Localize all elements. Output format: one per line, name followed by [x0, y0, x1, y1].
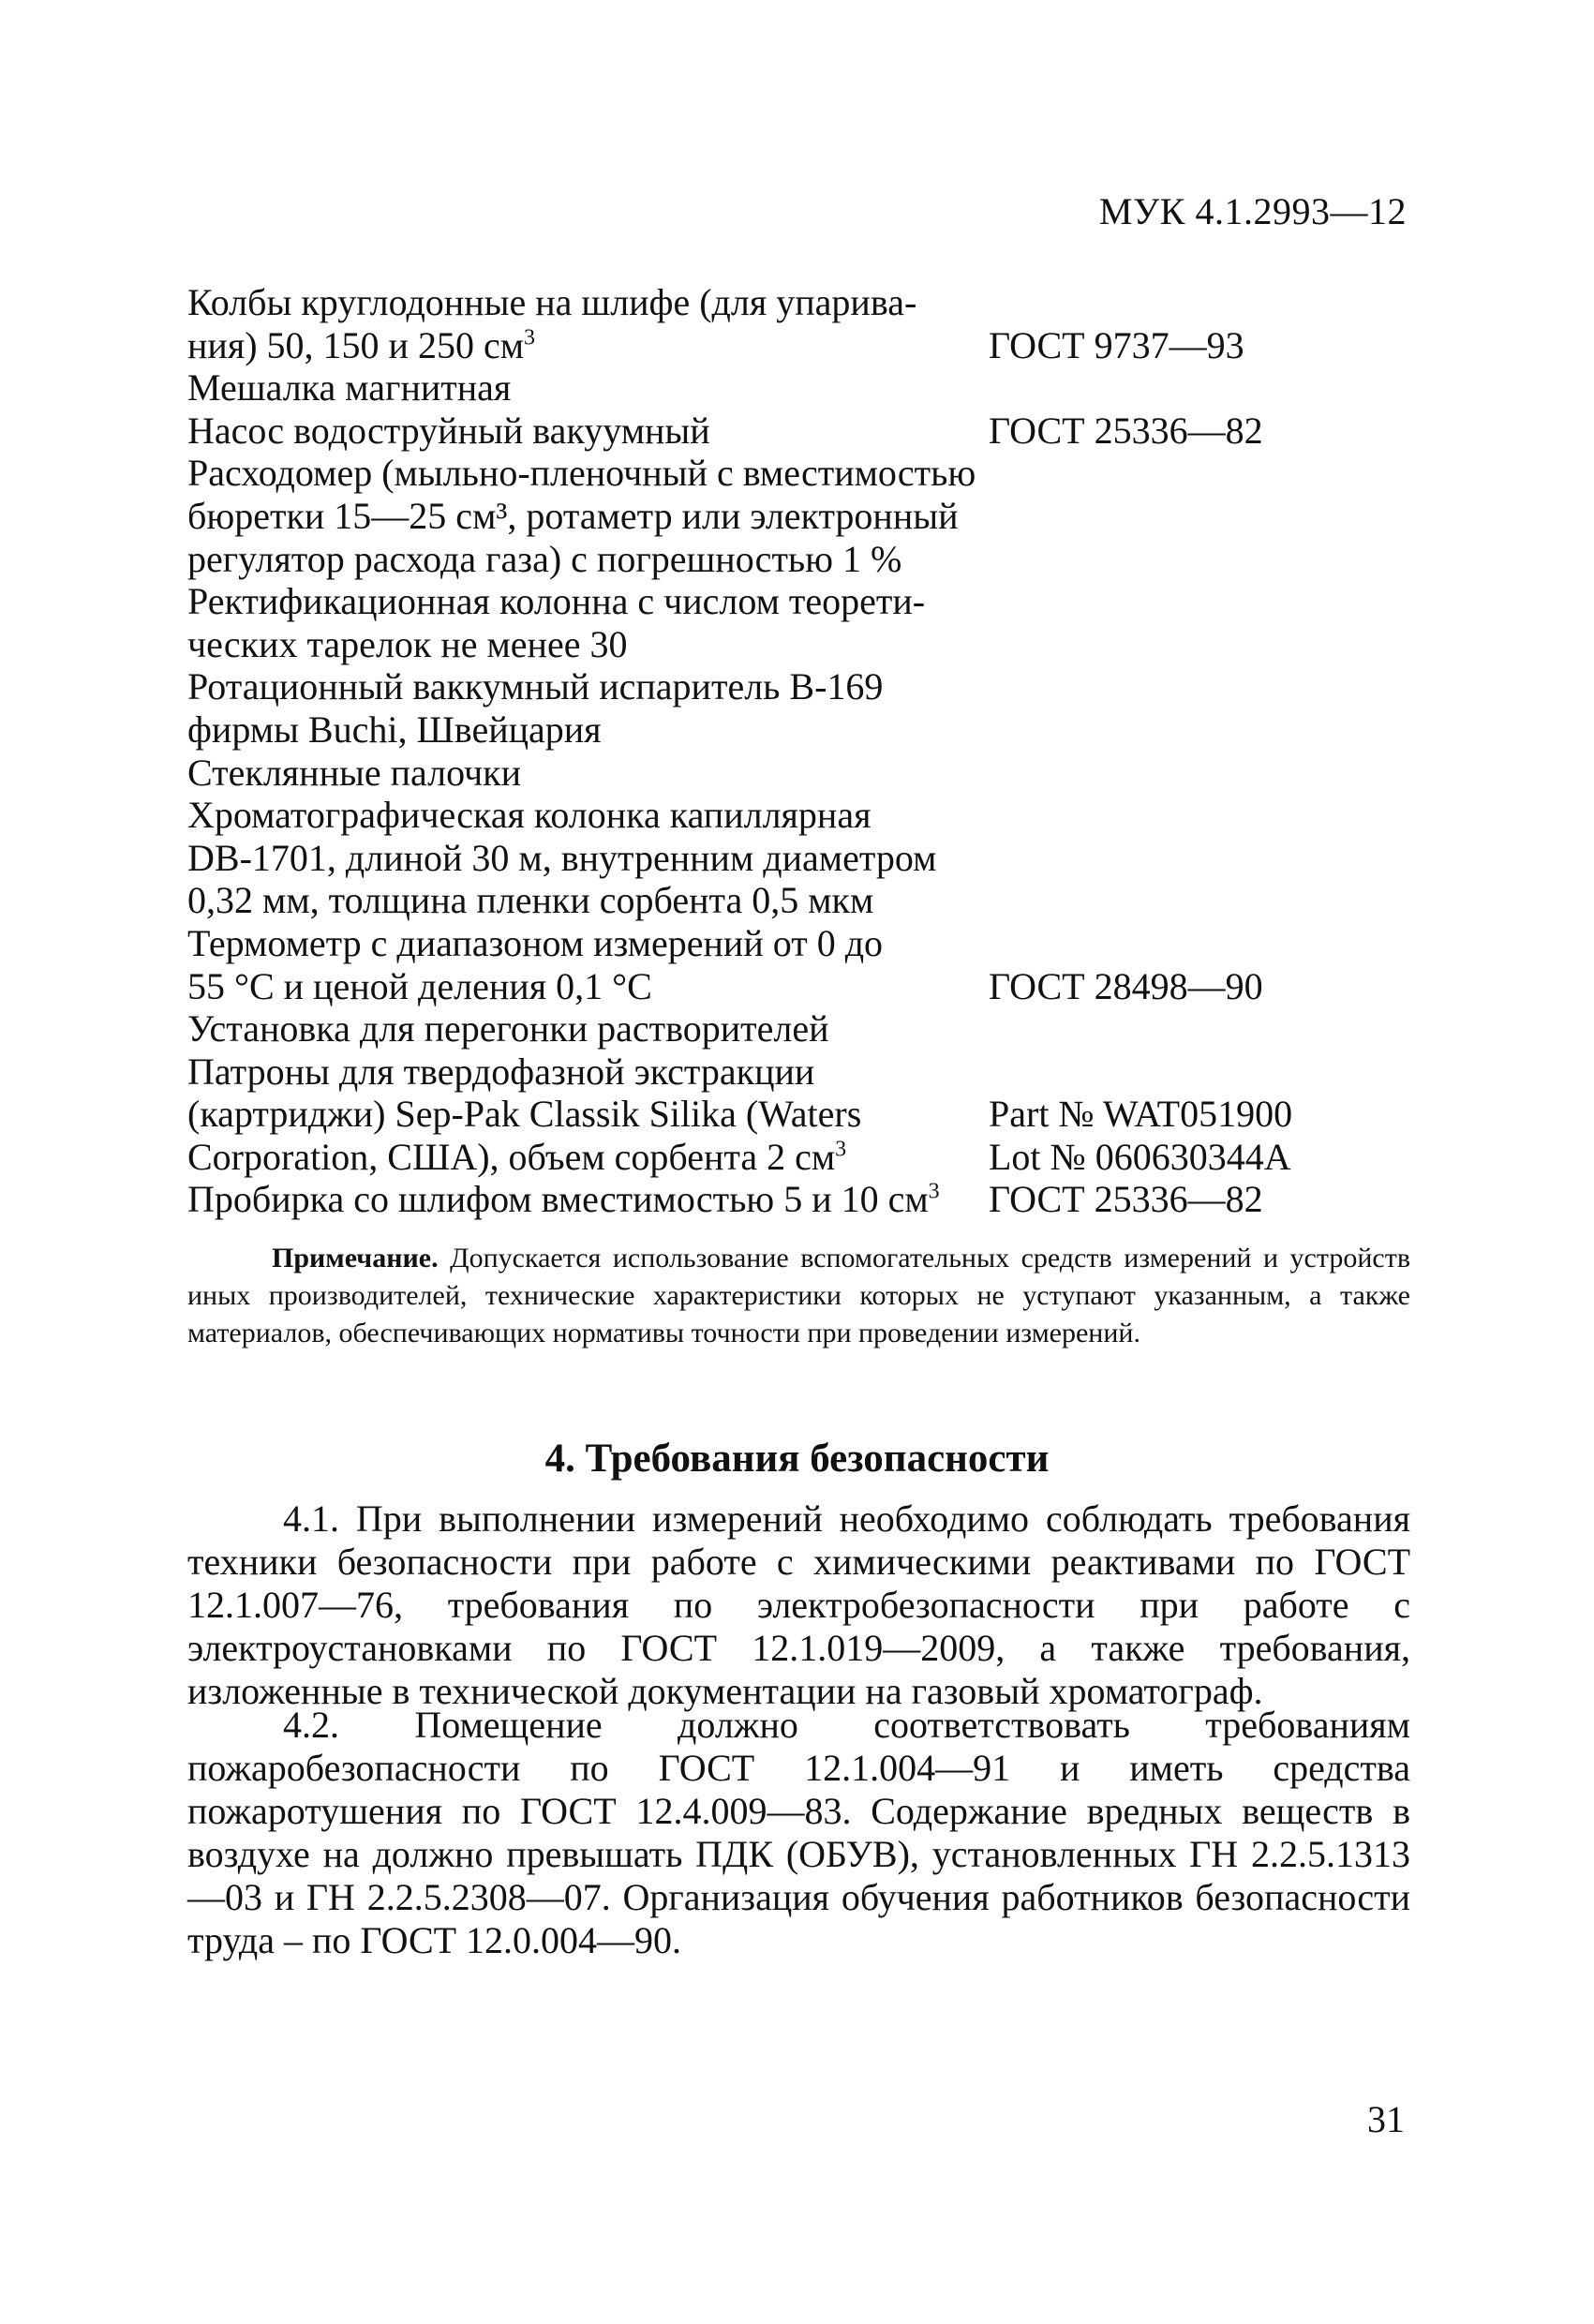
- paragraph-4-1: 4.1. При выполнении измерений необходимо соблюдать требования техники безопасности при работе с химическими реактивами по ГОСТ 12.1.007—76, требования по электробезопасности при работе с электроустановками по ГОСТ 12.1.019—2009, а также требования, изложенные в технической документации на газовый хроматограф.: [187, 1497, 1410, 1712]
- equipment-name: Расходомер (мыльно-пленочный с вместимостью бюретки 15—25 см³, ротаметр или электронный регулятор расхода газа) с погрешностью 1 %: [187, 452, 976, 580]
- list-item: [187, 410, 1312, 453]
- equipment-name: Пробирка со шлифом вместимостью 5 и 10 $см^3$: [187, 1178, 940, 1221]
- page-number: 31: [1367, 2098, 1405, 2140]
- list-item: [187, 281, 1312, 366]
- note-paragraph: [187, 1240, 1410, 1352]
- note-text: Допускается использование вспомогательных средств измерений и устройств иных производителей, технические характеристики которых не уступают указанным, а также материалов, обеспечивающих нормативы точности при проведении измерений.: [187, 1243, 1410, 1348]
- equipment-name: Стеклянные палочки: [187, 751, 522, 794]
- equipment-name: Насос водоструйный вакуумный: [187, 409, 710, 452]
- list-item: [187, 452, 1312, 580]
- list-item: [187, 1050, 1312, 1179]
- equipment-name: Мешалка магнитная: [187, 366, 512, 410]
- equipment-standard: Part № WAT051900 Lot № 060630344A: [989, 1093, 1293, 1178]
- list-item: [187, 665, 1312, 751]
- equipment-name: Колбы круглодонные на шлифе (для упарива- ния) 50, 150 и 250 $см^3$: [187, 281, 917, 366]
- list-item: [187, 752, 1312, 795]
- equipment-standard: ГОСТ 25336—82: [989, 409, 1263, 452]
- section-title: 4. Требования безопасности: [544, 1437, 1050, 1481]
- list-item: [187, 1007, 1312, 1050]
- equipment-name: Патроны для твердофазной экстракции (картриджи) Sep-Pak Classik Silika (Waters Corporation, США), объем сорбента 2 $см^3$: [187, 1050, 862, 1178]
- note-label: Примечание.: [272, 1243, 439, 1274]
- equipment-list: [187, 281, 1312, 1221]
- paragraph-4-2: 4.2. Помещение должно соответствовать требованиям пожаробезопасности по ГОСТ 12.1.004—91 и иметь средства пожаротушения по ГОСТ 12.4.009—83. Содержание вредных веществ в воздухе на должно превышать ПДК (ОБУВ), установленных ГН 2.2.5.1313—03 и ГН 2.2.5.2308—07. Организация обучения работников безопасности труда – по ГОСТ 12.0.004—90.: [187, 1704, 1410, 1961]
- list-item: [187, 580, 1312, 665]
- list-item: [187, 366, 1312, 410]
- equipment-name: Ротационный ваккумный испаритель B-169 фирмы Buchi, Швейцария: [187, 665, 884, 751]
- equipment-standard: ГОСТ 25336—82: [989, 1178, 1263, 1221]
- equipment-standard: ГОСТ 9737—93: [989, 323, 1244, 366]
- list-item: [187, 1178, 1312, 1221]
- equipment-name: Установка для перегонки растворителей: [187, 1007, 829, 1050]
- list-item: [187, 794, 1312, 922]
- equipment-name: Ректификационная колонна с числом теорети- ческих тарелок не менее 30: [187, 580, 926, 665]
- document-code-header: МУК 4.1.2993—12: [1098, 190, 1407, 232]
- equipment-name: Хроматографическая колонка капиллярная DB-1701, длиной 30 м, внутренним диаметром 0,32 мм, толщина пленки сорбента 0,5 мкм: [187, 794, 937, 922]
- list-item: [187, 922, 1312, 1007]
- equipment-name: Термометр с диапазоном измерений от 0 до 55 °С и ценой деления 0,1 °С: [187, 921, 884, 1007]
- equipment-standard: ГОСТ 28498—90: [989, 964, 1263, 1007]
